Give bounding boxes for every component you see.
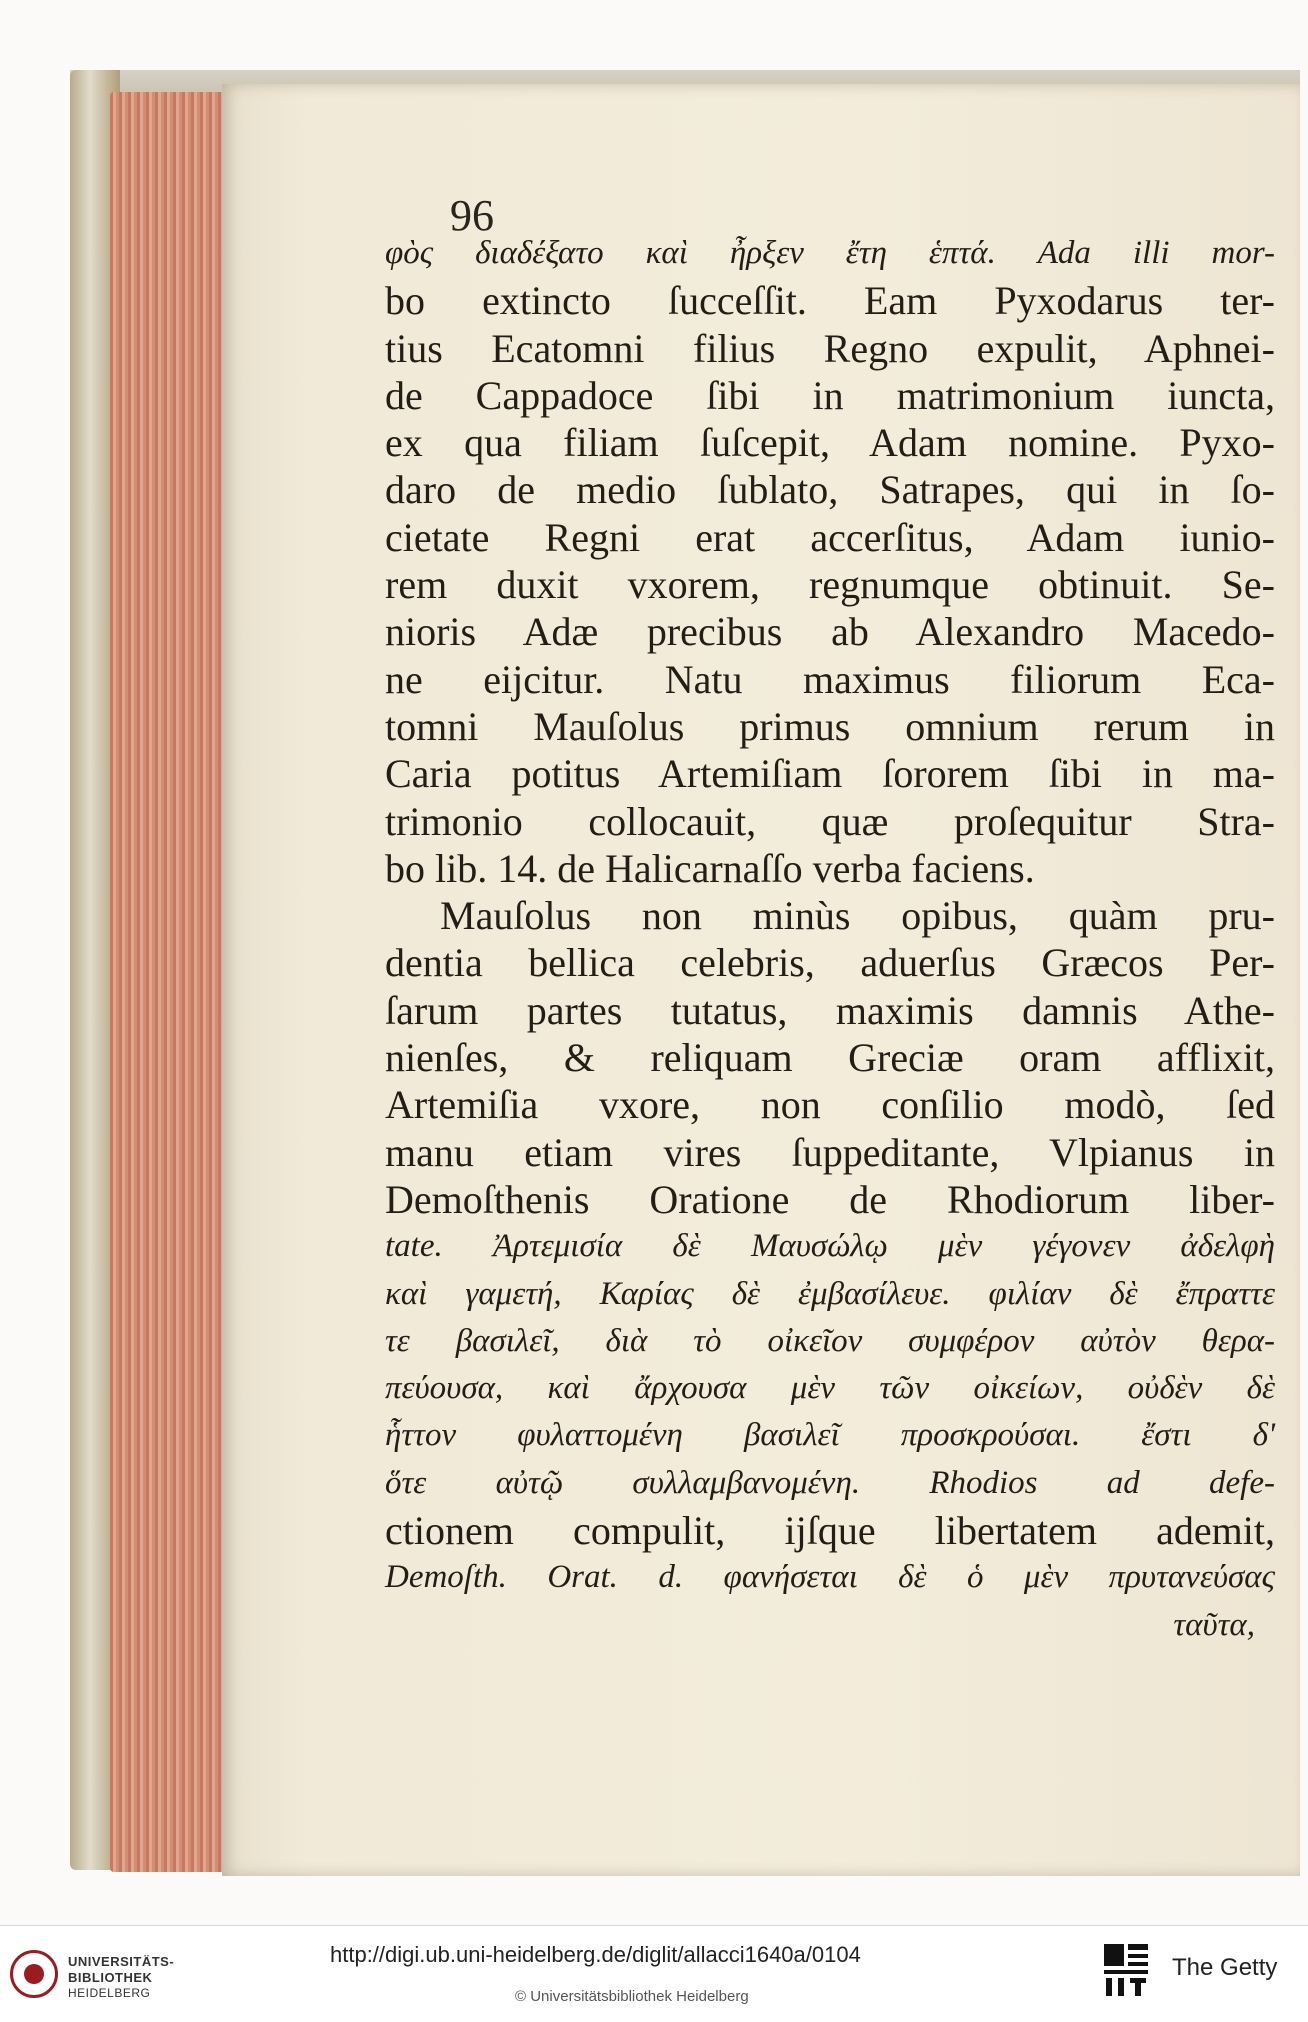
library-logo[interactable] (10, 1946, 180, 2002)
text-line: cietate Regni erat accerſitus, Adam iunio- (385, 514, 1275, 560)
text-line: de Cappadoce ſibi in matrimonium iuncta, (385, 372, 1275, 418)
text-line: τε βασιλεῖ, διὰ τὸ οἰκεῖον συμφέρον αὐτὸν θερα- (385, 1322, 1275, 1359)
text-line: Demoſthenis Oratione de Rhodiorum liber- (385, 1176, 1275, 1222)
text-line: rem duxit vxorem, regnumque obtinuit. Se- (385, 562, 1275, 608)
library-name-line: UNIVERSITÄTS- (68, 1954, 175, 1969)
text-line: ſarum partes tutatus, maximis damnis Athe- (385, 987, 1275, 1033)
partner-name: The Getty (1172, 1954, 1278, 1981)
library-name-line: HEIDELBERG (68, 1986, 151, 2000)
text-line: πεύουσα, καὶ ἄρχουσα μὲν τῶν οἰκείων, οὐδὲν δὲ (385, 1370, 1275, 1407)
page-text (385, 230, 1275, 1649)
text-line: nienſes, & reliquam Greciæ oram afflixit, (385, 1035, 1275, 1081)
text-line: dentia bellica celebris, aduerſus Græcos Per- (385, 940, 1275, 986)
text-line: tomni Mauſolus primus omnium rerum in (385, 703, 1275, 749)
text-line: ctionem compulit, ijſque libertatem ademit, (385, 1508, 1275, 1554)
text-line: tate. Ἀρτεμισία δὲ Μαυσώλῳ μὲν γέγονεν ἀδελφὴ (385, 1228, 1275, 1265)
page-number: 96 (450, 191, 494, 240)
text-line: trimonio collocauit, quæ proſequitur Stra- (385, 798, 1275, 844)
page-edges (110, 92, 225, 1872)
text-line: tius Ecatomni filius Regno expulit, Aphnei- (385, 325, 1275, 371)
university-seal-icon (10, 1950, 58, 1998)
text-line: bo extincto ſucceſſit. Eam Pyxodarus ter- (385, 278, 1275, 324)
text-line: daro de medio ſublato, Satrapes, qui in ſo- (385, 467, 1275, 513)
permalink-url[interactable]: http://digi.ub.uni-heidelberg.de/diglit/allacci1640a/0104 (330, 1942, 861, 1967)
text-line: ὅτε αὐτῷ συλλαμβανομένη. Rhodios ad defe- (385, 1464, 1275, 1501)
text-line: ne eijcitur. Natu maximus filiorum Eca- (385, 656, 1275, 702)
text-line: Demoſth. Orat. d. φανήσεται δὲ ὁ μὲν πρυτανεύσας (385, 1559, 1275, 1596)
text-line: manu etiam vires ſuppeditante, Vlpianus in (385, 1129, 1275, 1175)
text-line: ἧττον φυλαττομένη βασιλεῖ προσκρούσαι. ἔστι δ' (385, 1417, 1275, 1454)
text-line: nioris Adæ precibus ab Alexandro Macedo- (385, 609, 1275, 655)
text-line: Artemiſia vxore, non conſilio modò, ſed (385, 1082, 1275, 1128)
copyright-notice: © Universitätsbibliothek Heidelberg (515, 1988, 749, 2005)
text-line: φὸς διαδέξατο καὶ ἦρξεν ἔτη ἑπτά. Ada illi mor- (385, 235, 1275, 271)
text-line: Mauſolus non minùs opibus, quàm pru- (440, 893, 1275, 939)
text-line: ex qua filiam ſuſcepit, Adam nomine. Pyxo- (385, 420, 1275, 466)
library-name-line: BIBLIOTHEK (68, 1970, 153, 1985)
text-line: καὶ γαμετή, Καρίας δὲ ἐμβασίλευε. φιλίαν δὲ ἔπραττε (385, 1275, 1275, 1312)
viewer-footer (0, 1925, 1308, 2022)
getty-logo-icon[interactable] (1100, 1940, 1152, 1998)
text-line: Caria potitus Artemiſiam ſororem ſibi in ma- (385, 751, 1275, 797)
text-line: bo lib. 14. de Halicarnaſſo verba faciens. (385, 845, 1035, 891)
catchword: ταῦτα, (1173, 1606, 1255, 1643)
